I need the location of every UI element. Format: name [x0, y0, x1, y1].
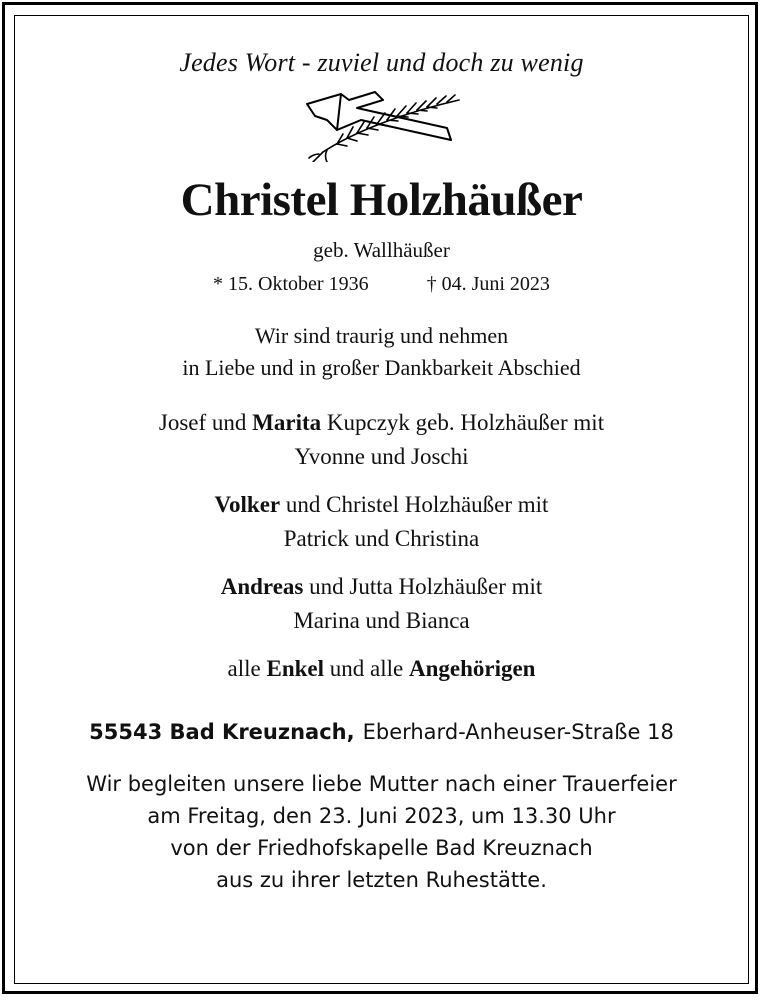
- death-date: † 04. Juni 2023: [426, 273, 550, 295]
- mourner-text: Josef und: [158, 410, 253, 435]
- relatives-text: und alle: [324, 656, 409, 681]
- mourner-name-bold: Andreas: [220, 574, 304, 599]
- service-line: Wir begleiten unsere liebe Mutter nach einer Trauerfeier: [86, 772, 677, 796]
- service-line: von der Friedhofskapelle Bad Kreuznach: [170, 836, 593, 860]
- farewell-text: [14, 320, 749, 384]
- mourner-line: [14, 570, 749, 604]
- mourner-text: und Jutta Holzhäußer mit: [303, 574, 543, 599]
- address-city: 55543 Bad Kreuznach,: [89, 720, 355, 744]
- address-street: Eberhard-Anheuser-Straße 18: [362, 720, 674, 744]
- relatives-line: [14, 652, 749, 686]
- mourner-name-bold: Marita: [252, 410, 322, 435]
- mourner-line: [14, 406, 749, 440]
- service-line: am Freitag, den 23. Juni 2023, um 13.30 Uhr: [147, 804, 616, 828]
- deceased-name: Christel Holzhäußer: [180, 174, 583, 226]
- cross-with-palm-branch-icon: [297, 90, 467, 162]
- relatives-bold: Angehörigen: [408, 656, 536, 681]
- relatives-text: alle: [227, 656, 267, 681]
- farewell-line: Wir sind traurig und nehmen: [254, 323, 509, 348]
- mourner-children: Patrick und Christina: [283, 526, 480, 551]
- birth-name: geb. Wallhäußer: [313, 238, 450, 262]
- mourner-text: Kupczyk geb. Holzhäußer mit: [321, 410, 605, 435]
- mourner-group: [14, 570, 749, 638]
- mourners-list: [14, 406, 749, 686]
- life-dates: [14, 272, 749, 296]
- mourner-group: [14, 488, 749, 556]
- mourner-name-bold: Volker: [214, 492, 281, 517]
- service-line: aus zu ihrer letzten Ruhestätte.: [216, 868, 547, 892]
- birth-date: * 15. Oktober 1936: [213, 273, 369, 295]
- address: [14, 718, 749, 746]
- mourner-children: Yvonne und Joschi: [294, 444, 469, 469]
- mourner-text: und Christel Holzhäußer mit: [280, 492, 549, 517]
- service-info: [14, 768, 749, 896]
- mourner-line: [14, 488, 749, 522]
- mourner-children: Marina und Bianca: [293, 608, 470, 633]
- relatives-bold: Enkel: [266, 656, 325, 681]
- mourner-group: [14, 406, 749, 474]
- motto: Jedes Wort - zuviel und doch zu wenig: [179, 48, 584, 77]
- obituary-notice: [14, 15, 749, 896]
- farewell-line: in Liebe und in großer Dankbarkeit Abschied: [182, 355, 581, 380]
